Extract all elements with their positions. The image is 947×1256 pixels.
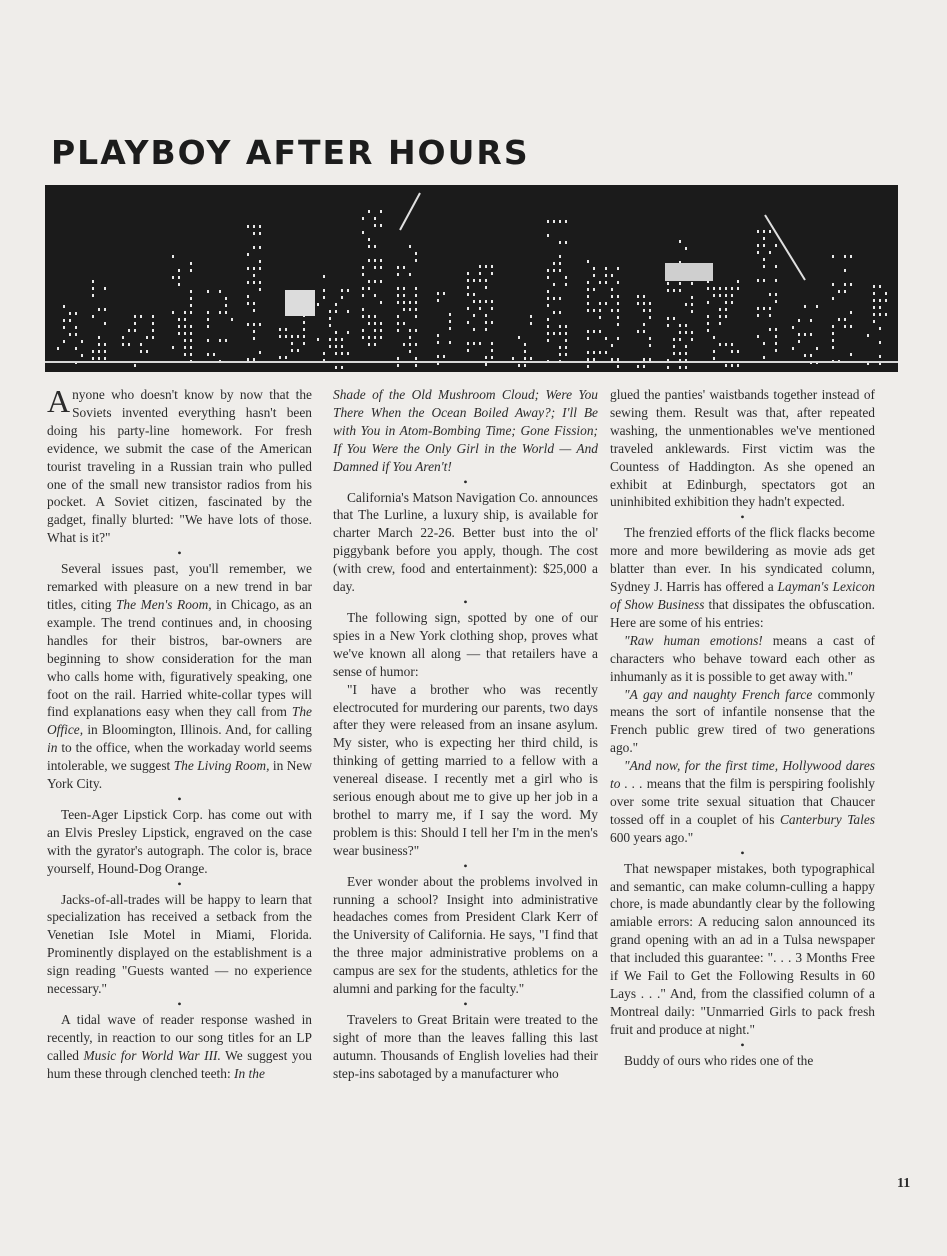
paragraph-text: in Chicago, as an example. The trend continues and, in choosing handles for their bistros, bar-owners are beginning to show consideration for the man who calls home with, figuratively speaking, one foot on the rail. Harried white-collar types will find explanations easy when they call from <box>47 596 312 720</box>
bar-title: The Living Room, <box>173 758 270 774</box>
page-title: PLAYBOY AFTER HOURS <box>51 133 530 172</box>
column-2 <box>333 386 598 1083</box>
paragraph-text: means that the film is perspiring foolishly over some trite sexual situation that Chaucer tossed off in a couplet of his <box>610 776 875 827</box>
book-title: Canterbury Tales <box>779 811 875 827</box>
emphasis: in <box>47 740 58 756</box>
separator-bullet: • <box>740 1037 745 1052</box>
article-paragraph <box>333 386 598 476</box>
paragraph-text: We suggest you hum these through clenched teeth: <box>47 1047 312 1081</box>
article-paragraph: Jacks-of-all-trades will be happy to learn that specialization has received a setback from the Venetian Isle Motel in Miami, Florida. Prominently displayed on the establishment is a sign reading "Guests wanted — no experience necessary." <box>47 891 312 997</box>
book-title: Layman's Lexicon of Show Business <box>610 579 875 612</box>
bar-title: The Men's Room, <box>115 596 212 612</box>
paragraph-text: 600 years ago." <box>610 829 694 845</box>
drop-cap: A <box>47 383 71 419</box>
article-paragraph <box>610 524 875 631</box>
article-paragraph <box>47 383 312 547</box>
page-number: 11 <box>897 1176 911 1191</box>
separator-bullet: • <box>177 876 182 891</box>
paragraph-text: that dissipates the obfuscation. Here are some of his entries: <box>610 596 875 630</box>
article-paragraph: The following sign, spotted by one of our spies in a New York clothing shop, proves what we've known all along — that retailers have a sense of humor: <box>333 609 598 679</box>
separator-bullet: • <box>463 474 468 489</box>
article-paragraph: Teen-Ager Lipstick Corp. has come out with an Elvis Presley Lipstick, engraved on the case with the gyrator's autograph. The color is, brace yourself, Hound-Dog Orange. <box>47 806 312 876</box>
paragraph-text: in Bloomington, Illinois. And, for calling <box>83 722 312 738</box>
paragraph-text: to the office, when the workaday world seems intolerable, we suggest <box>47 740 312 774</box>
lexicon-entry: "And now, for the first time, Hollywood dares to . . . <box>610 758 875 792</box>
article-paragraph: Ever wonder about the problems involved in running a school? Insight into administrative headaches comes from President Clark Kerr of the University of California. He says, "I find that the three major administrative problems on a campus are sex for the students, athletics for the alumni and parking for the faculty." <box>333 873 598 997</box>
paragraph-text: in New York City. <box>47 758 313 792</box>
separator-bullet: • <box>463 594 468 609</box>
lexicon-entry: "A gay and naughty French farce <box>624 686 813 702</box>
separator-bullet: • <box>740 510 745 525</box>
article-paragraph: Buddy of ours who rides one of the <box>624 1052 814 1068</box>
article-paragraph <box>47 1011 312 1083</box>
article-paragraph <box>47 560 312 793</box>
lexicon-entry: "Raw human emotions! <box>624 632 763 648</box>
article-paragraph <box>610 632 875 686</box>
separator-bullet: • <box>177 546 182 561</box>
article-paragraph: glued the panties' waistbands together instead of sewing them. Result was that, after repeated washing, the unmentionables we've mentioned traveled anklewards. First victim was the Countess of Haddington. As she opened an exhibit at Edinburgh, spectators got an uninhibited exhibition they hadn't expected. <box>610 387 875 510</box>
column-3 <box>610 386 875 1070</box>
song-titles: Shade of the Old Mushroom Cloud; Were You There When the Ocean Boiled Away?; I'll Be with You in Atom-Bombing Time; Gone Fission; If You Were the Only Girl in the World — And Damned if You Aren't! <box>333 387 598 474</box>
city-skyline-illustration <box>45 185 898 372</box>
article-paragraph: "I have a brother who was recently electrocuted for murdering our parents, two days after they were released from an insane asylum. My sister, who is expecting her third child, is thinking of getting married to a fellow with a venereal disease. I recently met a girl who is serious enough about me to give up her job in a brothel to marry me, if I say the word. My problem is this: Should I tell her I'm in the men's wear business?" <box>333 681 598 858</box>
paragraph-text: A tidal wave of reader response washed in recently, in reaction to our song titles for an LP called <box>47 1012 312 1063</box>
album-title: Music for World War III. <box>83 1047 221 1063</box>
paragraph-text: commonly means the sort of infantile nonsense that the French public grew tired of two generations ago." <box>610 686 876 756</box>
paragraph-text: The frenzied efforts of the flick flacks become more and more bewildering as movie ads get blatter than ever. In his syndicated column, Sydney J. Harris has offered a <box>610 525 875 595</box>
paragraph-text: nyone who doesn't know by now that the Soviets invented everything hasn't been doing his party-line homework. For fresh evidence, we submit the case of the American tourist traveling in a Russian train who pulled one of the small new transistor radios from his pocket. A Soviet citizen, fascinated by the gadget, finally blurted: "We have lots of those. What is it?" <box>47 387 312 546</box>
bar-title: The Office, <box>47 704 312 738</box>
article-paragraph: California's Matson Navigation Co. announces that The Lurline, a luxury ship, is available for charter March 22-26. Better bust into the ol' piggybank before you apply, though. The cost (with crew, food and entertainment): $25,000 a day. <box>333 489 598 595</box>
article-paragraph: That newspaper mistakes, both typographical and semantic, can make column-culling a happy chore, is made abundantly clear by the following amiable errors: A reducing salon announced its grand opening with an ad in a Tulsa newspaper that included this guarantee: ". . . 3 Months Free if We Fail to Get the Following Results in 60 Lays . . ." And, from the classified column of a Montreal daily: "Unmarried Girls to pack fresh fruit and produce at night." <box>610 860 875 1037</box>
separator-bullet: • <box>740 845 745 860</box>
article-paragraph <box>610 757 875 847</box>
article-paragraph: Travelers to Great Britain were treated to the sight of more than the leaves falling this last autumn. Thousands of English lovelies had their step-ins sabotaged by a manufacturer who <box>333 1012 598 1081</box>
song-title: In the <box>234 1065 265 1081</box>
separator-bullet: • <box>463 858 468 873</box>
separator-bullet: • <box>463 997 468 1011</box>
separator-bullet: • <box>177 997 182 1011</box>
column-1 <box>47 383 313 1083</box>
separator-bullet: • <box>177 791 182 806</box>
paragraph-text: Several issues past, you'll remember, we remarked with pleasure on a new trend in bar titles, citing <box>47 561 312 612</box>
paragraph-text: means a cast of characters who behave toward each other as inhumanly as it is possible to get away with." <box>610 632 875 684</box>
article-paragraph <box>610 686 875 758</box>
